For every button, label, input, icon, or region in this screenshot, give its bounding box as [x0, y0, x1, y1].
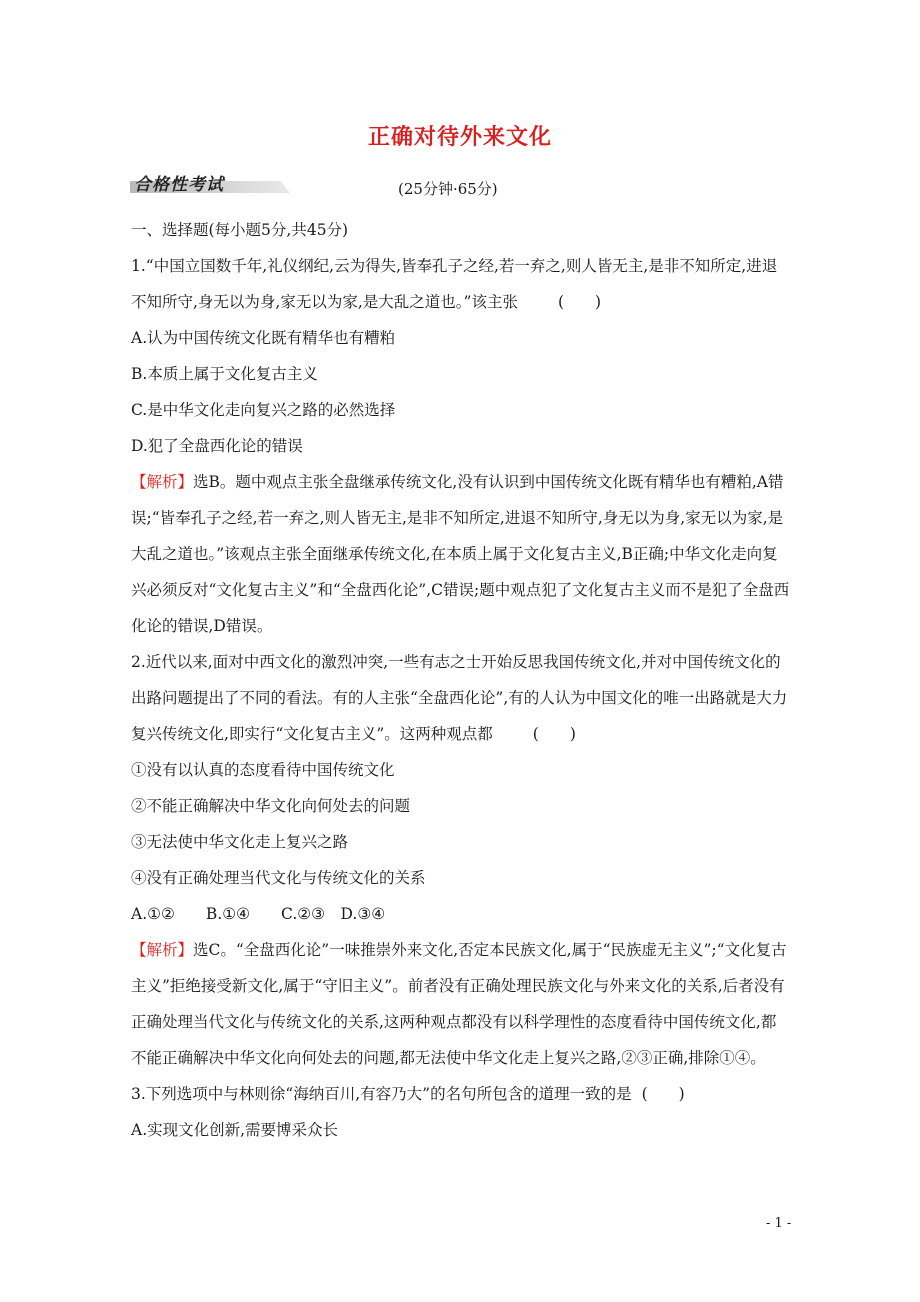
question-2-statement-1: ①没有以认真的态度看待中国传统文化 [131, 761, 395, 779]
question-2-text: 2.近代以来,面对中西文化的激烈冲突,一些有志之士开始反思我国传统文化,并对中国传统文化的出路问题提出了不同的看法。有的人主张“全盘西化论”,有的人认为中国文化的唯一出路就是大力复兴传统文化,即实行“文化复古主义”。这两种观点都 [131, 653, 788, 743]
timing-info: (25分钟·65分) [398, 180, 498, 198]
analysis-text: 选B。题中观点主张全盘继承传统文化,没有认识到中国传统文化既有精华也有糟粕,A错误;“皆奉孔子之经,若一弃之,则人皆无主,是非不知所定,进退不知所守,身无以为身,家无以为家,是大乱之道也。”该观点主张全面继承传统文化,在本质上属于文化复古主义,B正确;中华文化走向复兴必须反对“文化复古主义”和“全盘西化论”,C错误;题中观点犯了文化复古主义而不是犯了全盘西化论的错误,D错误。 [131, 473, 790, 635]
question-1-option-b: B.本质上属于文化复古主义 [131, 365, 318, 383]
question-3-option-a: A.实现文化创新,需要博采众长 [131, 1121, 339, 1139]
question-3-text: 3.下列选项中与林则徐“海纳百川,有容乃大”的名句所包含的道理一致的是 [131, 1085, 632, 1103]
answer-blank: ( ) [557, 293, 602, 311]
question-2-statement-2: ②不能正确解决中华文化向何处去的问题 [131, 797, 411, 815]
question-2-statement-3: ③无法使中华文化走上复兴之路 [131, 833, 349, 851]
part-heading: 一、选择题(每小题5分,共45分) [131, 221, 349, 239]
section-label: 合格性考试 [134, 175, 224, 195]
page-number: - 1 - [766, 1216, 792, 1231]
question-2-statement-4: ④没有正确处理当代文化与传统文化的关系 [131, 869, 426, 887]
page-title: 正确对待外来文化 [367, 125, 552, 150]
analysis-label: 【解析】 [131, 473, 194, 491]
question-1-analysis [131, 464, 791, 644]
question-1-option-d: D.犯了全盘西化论的错误 [131, 437, 303, 455]
question-2-options: A.①② B.①④ C.②③ D.③④ [131, 905, 386, 923]
question-1-option-c: C.是中华文化走向复兴之路的必然选择 [131, 401, 396, 419]
question-3-stem [131, 1076, 791, 1112]
question-1-option-a: A.认为中国传统文化既有精华也有糟粕 [131, 329, 396, 347]
question-1-text: 1.“中国立国数千年,礼仪纲纪,云为得失,皆奉孔子之经,若一弃之,则人皆无主,是非不知所定,进退不知所守,身无以为身,家无以为家,是大乱之道也。”该主张 [131, 257, 778, 311]
answer-blank: ( ) [532, 725, 576, 743]
question-2-stem [131, 644, 791, 752]
section-header [130, 168, 290, 194]
answer-blank: ( ) [641, 1085, 685, 1103]
analysis-text: 选C。“全盘西化论”一味推崇外来文化,否定本民族文化,属于“民族虚无主义”;“文化复古主义”拒绝接受新文化,属于“守旧主义”。前者没有正确处理民族文化与外来文化的关系,后者没有正确处理当代文化与传统文化的关系,这两种观点都没有以科学理性的态度看待中国传统文化,都不能正确解决中华文化向何处去的问题,都无法使中华文化走上复兴之路,②③正确,排除①④。 [131, 941, 787, 1067]
analysis-label: 【解析】 [131, 941, 194, 959]
question-2-analysis [131, 932, 791, 1076]
document-body [131, 212, 791, 1148]
question-1-stem [131, 248, 791, 320]
